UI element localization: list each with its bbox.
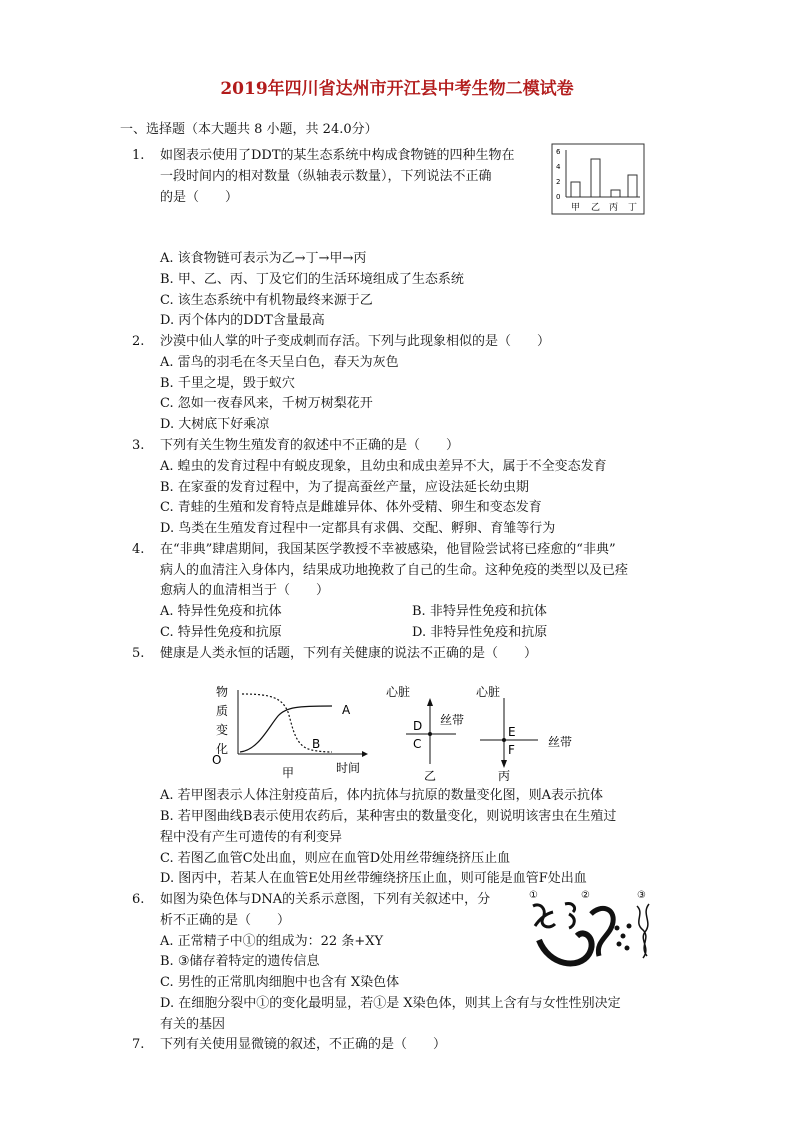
y-axis-label-char: 质: [216, 704, 229, 718]
x-axis-arrow: [362, 751, 368, 757]
question-number-3: 3.: [132, 438, 145, 453]
nucleosome-dot: [615, 926, 620, 931]
figure-caption: 丙: [498, 769, 511, 783]
tick-label: 6: [556, 148, 561, 156]
dna-coil-shape: [591, 908, 613, 956]
q4-stem-line-2: 病人的血清注入身体内，结果成功地挽救了自己的生命。这种免疫的类型以及已痊: [160, 563, 629, 578]
q2-option-b: B. 千里之堤，毁于蚁穴: [160, 376, 295, 391]
q6-option-c: C. 男性的正常肌肉细胞中也含有 X染色体: [160, 975, 400, 990]
figure-caption: 甲: [282, 766, 295, 780]
vessel-arrow: [427, 698, 433, 706]
q2-option-a: A. 雷鸟的羽毛在冬天呈白色，春天为灰色: [160, 355, 399, 370]
q1-bar-chart: [548, 140, 648, 218]
origin-label: O: [212, 753, 222, 767]
nucleosome-dot: [625, 946, 630, 951]
curve-a-label: A: [342, 703, 351, 717]
point-f-label: F: [508, 743, 515, 757]
page-title: 2019年四川省达州市开江县中考生物二模试卷: [220, 79, 574, 99]
heart-label: 心脏: [476, 685, 501, 699]
bar-label: 丙: [609, 203, 619, 213]
chromosome-shape: [565, 904, 575, 928]
q7-stem: 下列有关使用显微镜的叙述，不正确的是（ ）: [160, 1037, 447, 1052]
question-number-5: 5.: [132, 646, 145, 661]
tick-label: 0: [556, 193, 561, 201]
y-axis-label-char: 变: [216, 723, 229, 737]
bar-label: 丁: [628, 203, 638, 213]
q4-stem-line-1: 在“非典”肆虐期间，我国某医学教授不幸被感染，他冒险尝试将已痊愈的“非典”: [160, 542, 616, 557]
tie-point: [502, 738, 506, 742]
q4-option-a: A. 特异性免疫和抗体: [160, 604, 282, 619]
q3-stem: 下列有关生物生殖发育的叙述中不正确的是（ ）: [160, 438, 460, 453]
q3-option-c: C. 青蛙的生殖和发育特点是雌雄异体、体外受精、卵生和变态发育: [160, 500, 542, 515]
q1-option-d: D. 丙个体内的DDT含量最高: [160, 313, 325, 328]
q4-option-d: D. 非特异性免疫和抗原: [412, 625, 548, 640]
bar-jia: [571, 182, 580, 197]
question-number-4: 4.: [132, 542, 145, 557]
section-heading: 一、选择题（本大题共 8 小题，共 24.0分）: [120, 122, 378, 137]
tie-point: [428, 732, 432, 736]
dna-coil-shape: [539, 933, 592, 963]
bar-ding: [628, 175, 637, 197]
y-axis-label-char: 化: [216, 742, 229, 756]
q3-option-a: A. 蝗虫的发育过程中有蜕皮现象，且幼虫和成虫差异不大，属于不全变态发育: [160, 459, 607, 474]
q1-option-b: B. 甲、乙、丙、丁及它们的生活环境组成了生态系统: [160, 272, 464, 287]
q5-figure-yi: [382, 682, 472, 786]
heart-label: 心脏: [386, 685, 411, 699]
q2-stem: 沙漠中仙人掌的叶子变成刺而存活。下列与此现象相似的是（ ）: [160, 334, 551, 349]
mark-1: ①: [529, 890, 538, 901]
point-c-label: C: [413, 737, 422, 751]
q1-option-c: C. 该生态系统中有机物最终来源于乙: [160, 293, 373, 308]
bar-label: 甲: [571, 203, 581, 213]
q3-option-b: B. 在家蚕的发育过程中，为了提高蚕丝产量，应设法延长幼虫期: [160, 480, 529, 495]
q1-option-a: A. 该食物链可表示为乙→丁→甲→丙: [160, 251, 367, 266]
nucleosome-dot: [621, 934, 626, 939]
q5-option-a: A. 若甲图表示人体注射疫苗后，体内抗体与抗原的数量变化图，则A表示抗体: [160, 788, 604, 803]
q5-option-d: D. 图丙中，若某人在血管E处用丝带缠绕挤压止血，则可能是血管F处出血: [160, 871, 587, 886]
question-number-7: 7.: [132, 1037, 145, 1052]
q5-figure-jia: [212, 682, 382, 782]
mark-3: ③: [637, 890, 646, 901]
q6-stem-line-1: 如图为染色体与DNA的关系示意图，下列有关叙述中，分: [160, 892, 491, 907]
q5-stem: 健康是人类永恒的话题，下列有关健康的说法不正确的是（ ）: [160, 646, 538, 661]
q5-option-b-cont: 程中没有产生可遗传的有利变异: [160, 830, 343, 845]
bar-label: 乙: [591, 203, 601, 213]
q6-stem-line-2: 析不正确的是（ ）: [160, 913, 291, 928]
point-e-label: E: [508, 725, 516, 739]
dna-double-helix: [637, 904, 649, 958]
band-label: 丝带: [440, 713, 465, 727]
q2-option-d: D. 大树底下好乘凉: [160, 417, 270, 432]
question-number-1: 1.: [132, 148, 145, 163]
q6-option-d: D. 在细胞分裂中①的变化最明显，若①是 X染色体，则其上含有与女性性别决定: [160, 996, 621, 1011]
figure-caption: 乙: [424, 769, 437, 783]
q6-chromosome-figure: [525, 884, 660, 970]
question-number-2: 2.: [132, 334, 145, 349]
vessel-arrow: [501, 760, 507, 768]
bar-yi: [591, 159, 600, 197]
q5-option-c: C. 若图乙血管C处出血，则应在血管D处用丝带缠绕挤压止血: [160, 851, 511, 866]
nucleosome-dot: [617, 942, 622, 947]
q4-option-c: C. 特异性免疫和抗原: [160, 625, 282, 640]
q6-option-d-cont: 有关的基因: [160, 1017, 226, 1032]
bar-bing: [611, 190, 620, 197]
tick-label: 4: [556, 163, 561, 171]
point-d-label: D: [413, 719, 423, 733]
q5-figure-bing: [470, 682, 590, 786]
q6-option-b: B. ③储存着特定的遗传信息: [160, 954, 320, 969]
q6-option-a: A. 正常精子中①的组成为：22 条+XY: [160, 934, 384, 949]
band-label: 丝带: [548, 735, 573, 749]
nucleosome-dot: [627, 924, 632, 929]
curve-b-label: B: [312, 737, 321, 751]
q1-stem-line-2: 一段时间内的相对数量（纵轴表示数量），下列说法不正确: [160, 169, 492, 184]
q2-option-c: C. 忽如一夜春风来，千树万树梨花开: [160, 396, 373, 411]
q1-stem-line-3: 的是（ ）: [160, 190, 239, 205]
q4-stem-line-3: 愈病人的血清相当于（ ）: [160, 583, 330, 598]
x-axis-label: 时间: [336, 761, 361, 775]
chromosome-shape: [533, 905, 555, 927]
q1-stem-line-1: 如图表示使用了DDT的某生态系统中构成食物链的四种生物在: [160, 148, 515, 163]
mark-2: ②: [581, 890, 590, 901]
y-axis-label-char: 物: [216, 685, 229, 699]
tick-label: 2: [556, 178, 561, 186]
q3-option-d: D. 鸟类在生殖发育过程中一定都具有求偶、交配、孵卵、育雏等行为: [160, 521, 556, 536]
q5-option-b: B. 若甲图曲线B表示使用农药后，某种害虫的数量变化，则说明该害虫在生殖过: [160, 809, 617, 824]
q4-option-b: B. 非特异性免疫和抗体: [412, 604, 547, 619]
question-number-6: 6.: [132, 892, 145, 907]
